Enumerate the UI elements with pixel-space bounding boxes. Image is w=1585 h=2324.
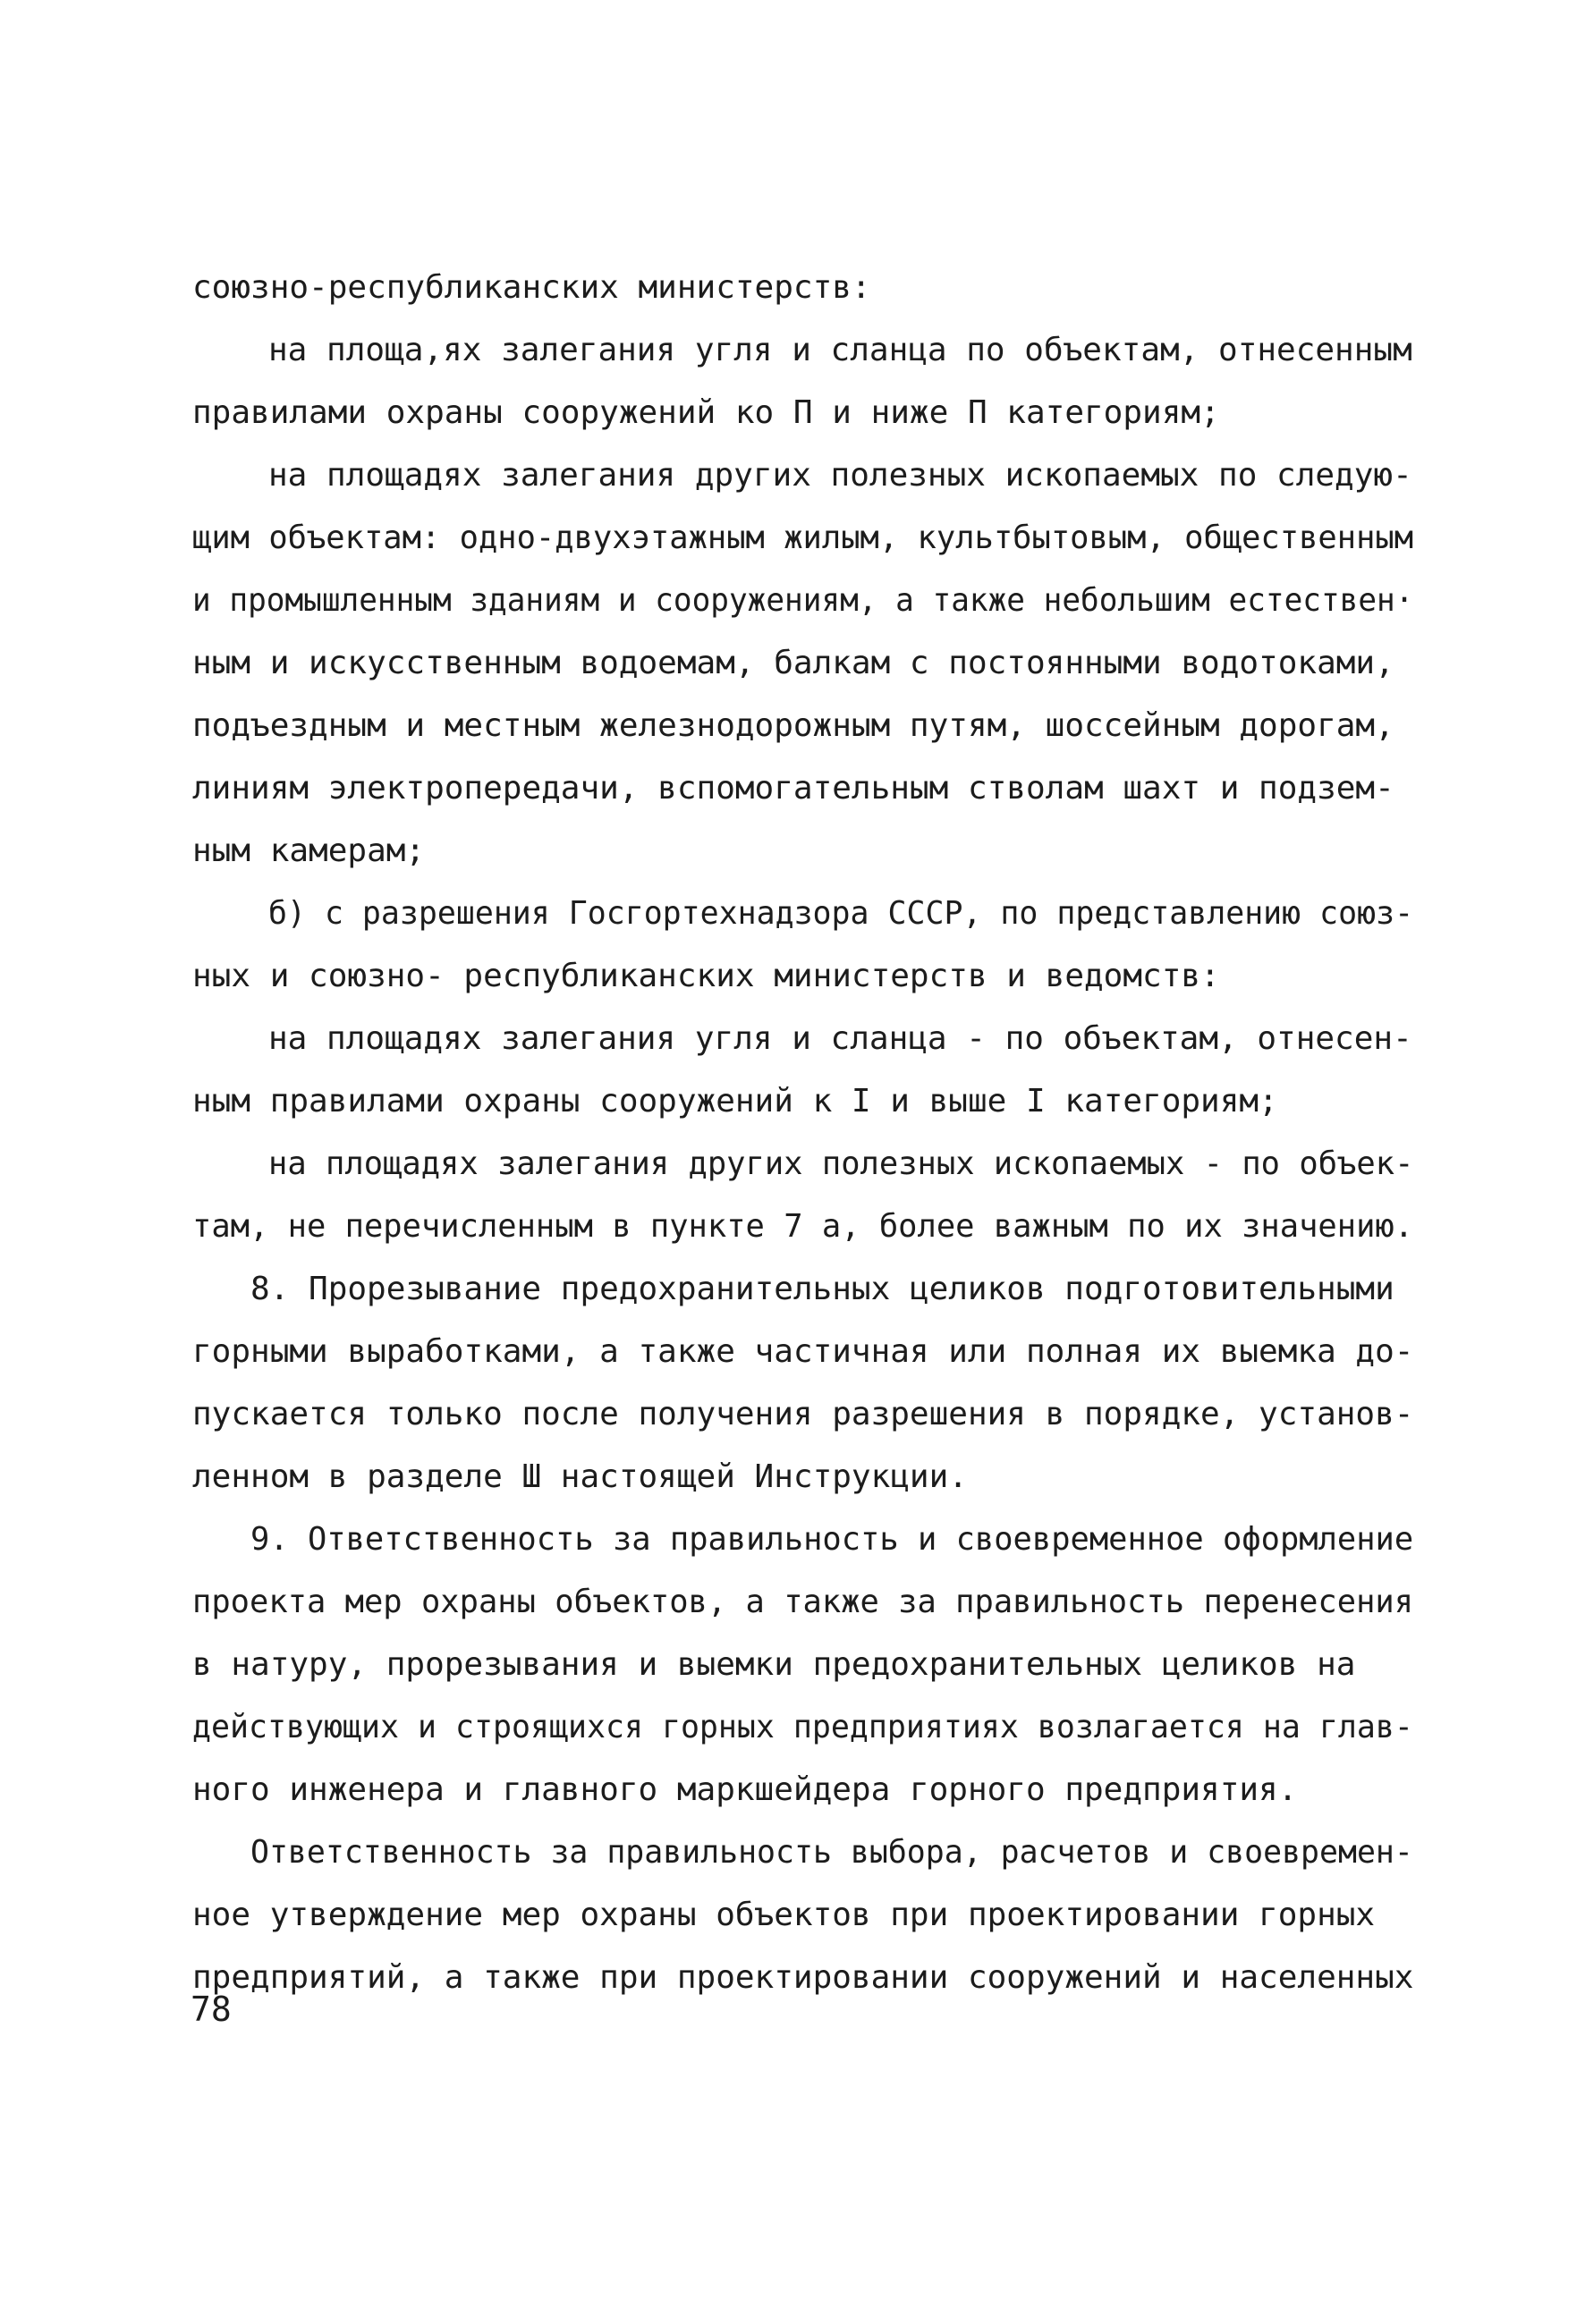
text-line: действующих и строящихся горных предприятиях возлагается на глав- [192, 1709, 1413, 1745]
text-line: ным камерам; [192, 832, 426, 869]
text-line: там, не перечисленным в пункте 7 а, более важным по их значению. [192, 1208, 1414, 1245]
text-line: и промышленным зданиям и сооружениям, а также небольшим естествен· [192, 582, 1414, 619]
text-line: линиям электропередачи, вспомогательным стволам шахт и подзем- [192, 770, 1394, 807]
text-line: Ответственность за правильность выбора, расчетов и своевремен- [250, 1834, 1413, 1871]
text-line: ленном в разделе Ш настоящей Инструкции. [192, 1458, 968, 1495]
text-line: ным и искусственным водоемам, балкам с постоянными водотоками, [192, 645, 1394, 681]
text-line: щим объектам: одно-двухэтажным жилым, культбытовым, общественным [192, 520, 1414, 556]
text-line: ным правилами охраны сооружений к I и выше I категориям; [192, 1083, 1278, 1120]
text-line: правилами охраны сооружений ко П и ниже П категориям; [192, 394, 1220, 431]
text-line: на площадях залегания других полезных ископаемых по следую- [268, 457, 1412, 494]
text-line: б) с разрешения Госгортехнадзора СССР, по представлению союз- [268, 895, 1414, 932]
text-line: предприятий, а также при проектировании сооружений и населенных [192, 1959, 1414, 1996]
text-line: 8. Прорезывание предохранительных целиков подготовительными [250, 1271, 1394, 1307]
text-line: 9. Ответственность за правильность и своевременное оформление [250, 1521, 1414, 1558]
text-line: на площадях залегания других полезных ископаемых - по объек- [268, 1145, 1414, 1182]
text-line: пускается только после получения разрешения в порядке, установ- [192, 1396, 1414, 1432]
text-line: ное утверждение мер охраны объектов при проектировании горных [192, 1897, 1376, 1933]
text-line: горными выработками, а также частичная или полная их выемка до- [192, 1333, 1414, 1370]
text-line: на площа‚ях залегания угля и сланца по объектам, отнесенным [268, 332, 1412, 368]
text-line: на площадях залегания угля и сланца - по объектам, отнесен- [268, 1020, 1412, 1057]
page-number: 78 [191, 1990, 232, 2029]
text-line: в натуру, прорезывания и выемки предохранительных целиков на [192, 1646, 1356, 1683]
text-line: проекта мер охраны объектов, а также за правильность перенесения [192, 1584, 1414, 1620]
text-line: ного инженера и главного маркшейдера горного предприятия. [192, 1771, 1298, 1808]
text-line: подъездным и местным железнодорожным путям, шоссейным дорогам, [192, 707, 1394, 744]
text-line: ных и союзно- республиканских министерств и ведомств: [192, 958, 1220, 994]
text-line: союзно-республиканских министерств: [192, 269, 871, 306]
